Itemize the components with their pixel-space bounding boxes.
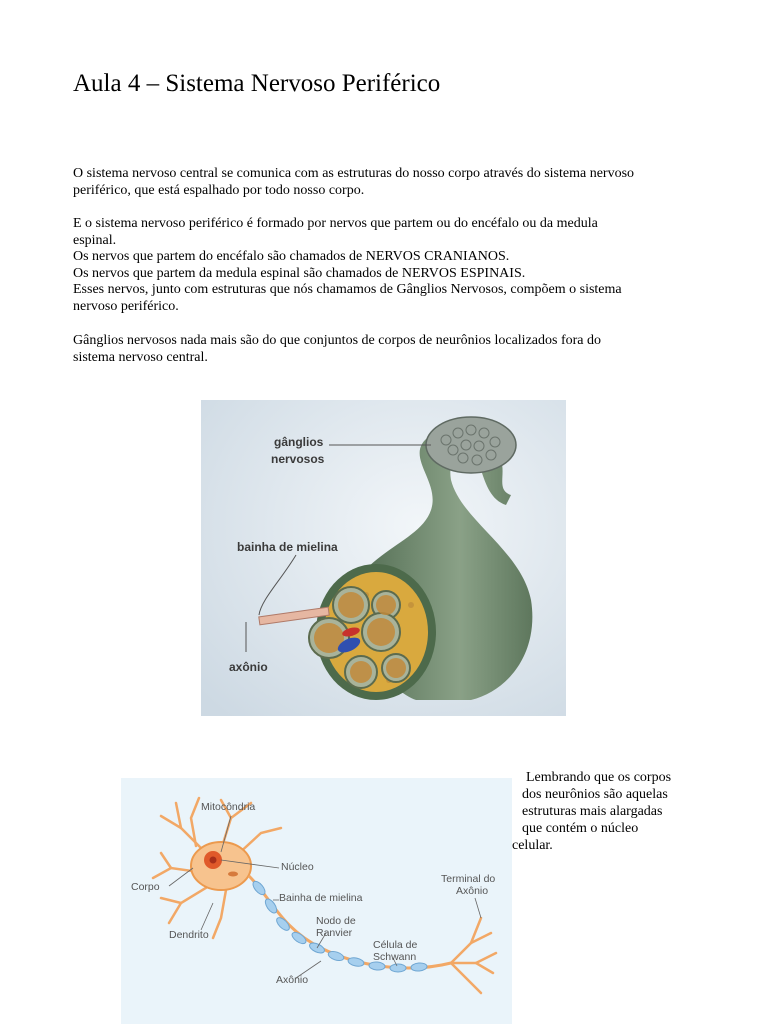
label-nervosos: nervosos [271, 452, 325, 466]
paragraph-ganglia [73, 333, 703, 366]
label-nodo-ranvier-1: Nodo de [316, 915, 356, 927]
label-nodo-ranvier-2: Ranvier [316, 927, 353, 939]
note-line: estruturas mais alargadas [522, 804, 663, 819]
label-bainha-mielina: bainha de mielina [237, 540, 338, 554]
label-dendrito: Dendrito [169, 929, 209, 941]
paragraph-intro [73, 166, 703, 199]
label-celula-schwann-2: Schwann [373, 951, 417, 963]
label-ganglios: gânglios [274, 435, 324, 449]
mitochondria [228, 872, 238, 877]
text-line: nervoso periférico. [73, 298, 179, 314]
text-line: periférico, que está espalhado por todo nosso corpo. [73, 182, 365, 198]
label-mitocondria: Mitocôndria [201, 801, 256, 813]
label-axonio: Axônio [276, 974, 309, 986]
label-celula-schwann-1: Célula de [373, 939, 418, 951]
text-line: Os nervos que partem da medula espinal são chamados de NERVOS ESPINAIS. [73, 265, 526, 281]
text-line: E o sistema nervoso periférico é formado por nervos que partem ou do encéfalo ou da medula [73, 216, 598, 231]
label-terminal-axonio-2: Axônio [456, 885, 489, 897]
label-axonio: axônio [229, 660, 268, 674]
neuron-illustration [121, 778, 512, 1024]
page-title: Aula 4 – Sistema Nervoso Periférico [73, 70, 441, 97]
label-corpo: Corpo [131, 881, 160, 893]
note-line: Lembrando que os corpos [526, 770, 672, 785]
cell-body [191, 842, 251, 890]
text-line: O sistema nervoso central se comunica com as estruturas do nosso corpo através do sistema nervoso [73, 166, 635, 181]
side-note [512, 769, 712, 854]
text-line: Os nervos que partem do encéfalo são chamados de NERVOS CRANIANOS. [73, 249, 510, 264]
text-line: Esses nervos, junto com estruturas que nós chamamos de Gânglios Nervosos, compõem o sistema [73, 282, 622, 297]
text-line: espinal. [73, 232, 117, 248]
label-nucleo: Núcleo [281, 861, 314, 873]
label-bainha-mielina: Bainha de mielina [279, 892, 363, 904]
label-terminal-axonio-1: Terminal do [441, 873, 496, 885]
text-line: Gânglios nervosos nada mais são do que conjuntos de corpos de neurônios localizados fora do [73, 333, 601, 348]
nerve-illustration [201, 400, 566, 716]
text-line: sistema nervoso central. [73, 349, 208, 365]
paragraph-nerves [73, 216, 703, 315]
note-line: que contém o núcleo [522, 821, 639, 836]
note-line: dos neurônios são aquelas [522, 787, 668, 802]
note-line: celular. [512, 838, 553, 853]
